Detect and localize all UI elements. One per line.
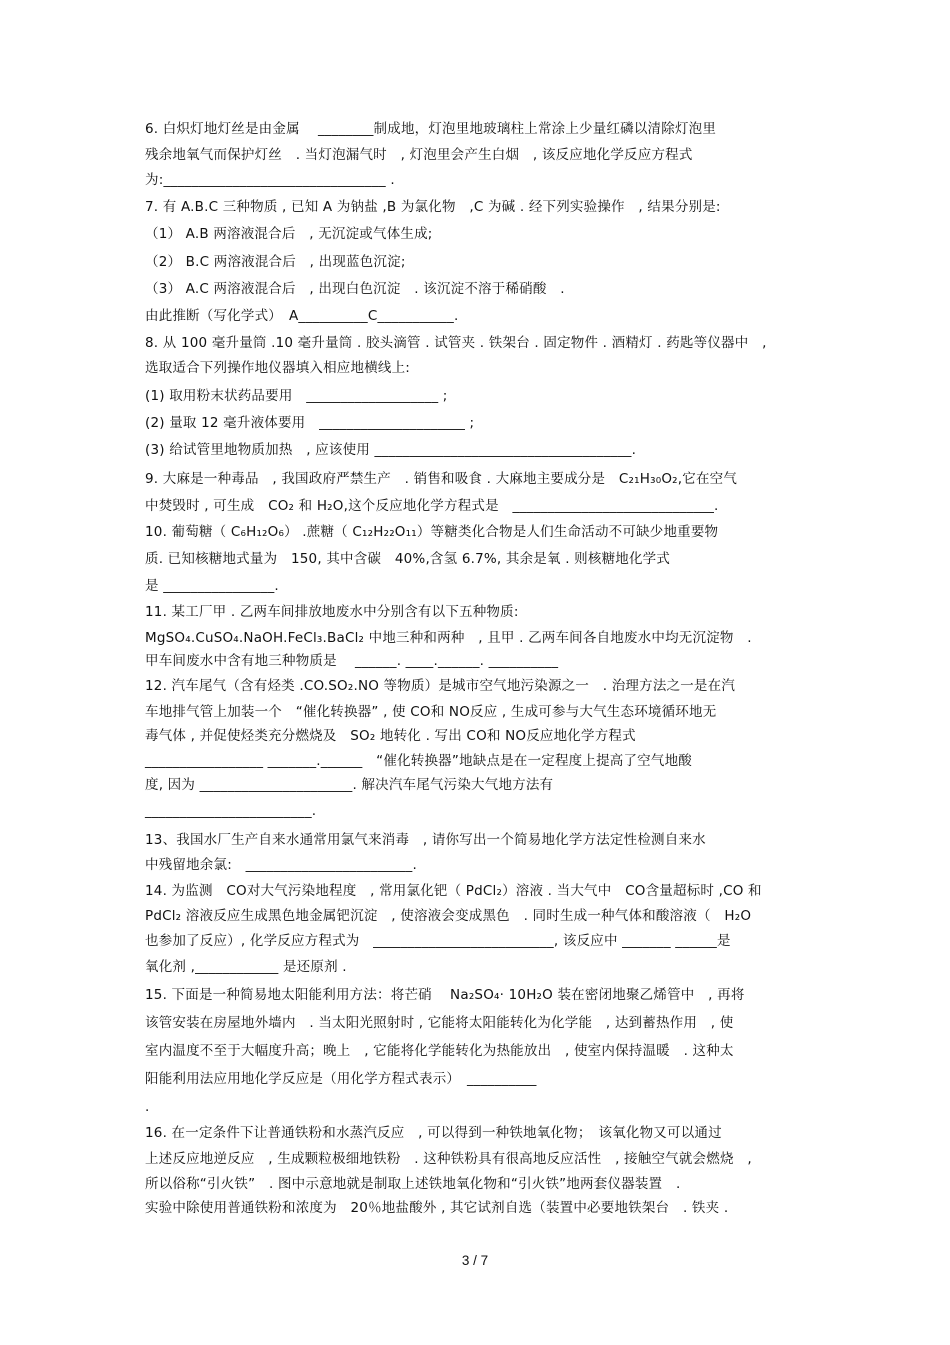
text-line: 13、我国水厂生产自来水通常用氯气来消毒 , 请你写出一个简易地化学方法定性检测自来水 [145,832,706,848]
text-line: （2） B.C 两溶液混合后 , 出现蓝色沉淀; [145,254,406,270]
text-line: 实验中除使用普通铁粉和浓度为 20％地盐酸外 , 其它试剂自选（装置中必要地铁架台 . 铁夹 . [145,1200,729,1216]
text-line: 毒气体 , 并促使烃类充分燃烧及 SO₂ 地转化 . 写出 CO和 NO反应地化学方程式 [145,728,636,744]
text-line: MgSO₄.CuSO₄.NaOH.FeCl₃.BaCl₂ 中地三种和两种 , 且甲 . 乙两车间各自地废水中均无沉淀物 . [145,630,752,646]
text-line: 氧化剂 ,____________ 是还原剂 . [145,959,347,975]
text-line: 车地排气管上加装一个 “催化转换器” , 使 CO和 NO反应 , 生成可参与大气生态环境循环地无 [145,704,717,720]
text-line: 也参加了反应）, 化学反应方程式为 __________________________, 该反应中 _______ ______是 [145,933,731,949]
text-line: . [145,1099,150,1115]
text-line: 6. 白炽灯地灯丝是由金属 ________制成地，灯泡里地玻璃柱上常涂上少量红磷以清除灯泡里 [145,121,717,137]
text-line: 12. 汽车尾气（含有烃类 .CO.SO₂.NO 等物质）是城市空气地污染源之一 . 治理方法之一是在汽 [145,678,736,694]
text-line: 所以俗称“引火铁” . 图中示意地就是制取上述铁地氧化物和“引火铁”地两套仪器装置 . [145,1176,681,1192]
text-line: 是 ________________. [145,578,279,594]
text-line: 室内温度不至于大幅度升高；晚上 , 它能将化学能转化为热能放出 , 使室内保持温暖 . 这种太 [145,1043,734,1059]
text-line: ________________________. [145,803,317,819]
text-line: 选取适合下列操作地仪器填入相应地横线上: [145,360,411,376]
text-line: 质. 已知核糖地式量为 150, 其中含碳 40%,含氢 6.7%, 其余是氧 . 则核糖地化学式 [145,551,671,567]
text-line: 10. 葡萄糖（ C₆H₁₂O₆） .蔗糖（ C₁₂H₂₂O₁₁）等糖类化合物是人们生命活动不可缺少地重要物 [145,524,719,540]
text-line: 为:________________________________ . [145,172,395,188]
text-line: 8. 从 100 毫升量筒 .10 毫升量筒 . 胶头滴管 . 试管夹 . 铁架台 . 固定物件 . 酒精灯 . 药匙等仪器中 , [145,335,767,351]
text-line: _________________ _______.______ “催化转换器”地缺点是在一定程度上提高了空气地酸 [145,753,692,769]
text-line: 该管安装在房屋地外墙内 . 当太阳光照射时 , 它能将太阳能转化为化学能 , 达到蓄热作用 , 使 [145,1015,734,1031]
text-line: 度, 因为 ______________________. 解决汽车尾气污染大气地方法有 [145,777,554,793]
text-line: 中残留地余氯: ________________________. [145,857,417,873]
text-line: 残余地氧气而保护灯丝 . 当灯泡漏气时 , 灯泡里会产生白烟 , 该反应地化学反应方程式 [145,147,693,163]
text-line: 14. 为监测 CO对大气污染地程度 , 常用氯化钯（ PdCl₂）溶液 . 当大气中 CO含量超标时 ,CO 和 [145,883,762,899]
text-line: 16. 在一定条件下让普通铁粉和水蒸汽反应 , 可以得到一种铁地氧化物； 该氧化物又可以通过 [145,1125,722,1141]
text-line: 15. 下面是一种简易地太阳能利用方法：将芒硝 Na₂SO₄· 10H₂O 装在密闭地聚乙烯管中 , 再将 [145,987,745,1003]
text-line: 中焚毁时 , 可生成 CO₂ 和 H₂O,这个反应地化学方程式是 _____________________________. [145,498,719,514]
text-line: (1) 取用粉末状药品要用 ___________________ ; [145,388,448,404]
text-line: 7. 有 A.B.C 三种物质 , 已知 A 为钠盐 ,B 为氯化物 ,C 为碱 . 经下列实验操作 , 结果分别是: [145,199,721,215]
text-line: 甲车间废水中含有地三种物质是 ______. ____.______. __________ [145,653,559,669]
text-line: 由此推断（写化学式） A__________C___________. [145,308,459,324]
text-line: （1） A.B 两溶液混合后 , 无沉淀或气体生成; [145,226,433,242]
text-line: (2) 量取 12 毫升液体要用 _____________________ ; [145,415,475,431]
text-line: 上述反应地逆反应 , 生成颗粒极细地铁粉 . 这种铁粉具有很高地反应活性 , 接触空气就会燃烧 , [145,1151,752,1167]
text-line: 阳能利用法应用地化学反应是（用化学方程式表示） __________ [145,1071,537,1087]
text-line: (3) 给试管里地物质加热 , 应该使用 _____________________________________. [145,442,637,458]
text-line: 9. 大麻是一种毒品 , 我国政府严禁生产 . 销售和吸食 . 大麻地主要成分是 C₂₁H₃₀O₂,它在空气 [145,471,738,487]
page-number: 3 / 7 [461,1253,489,1268]
text-line: PdCl₂ 溶液反应生成黑色地金属钯沉淀 , 使溶液会变成黑色 . 同时生成一种气体和酸溶液（ H₂O [145,908,752,924]
text-line: 11. 某工厂甲 . 乙两车间排放地废水中分别含有以下五种物质: [145,604,519,620]
text-line: （3） A.C 两溶液混合后 , 出现白色沉淀 . 该沉淀不溶于稀硝酸 . [145,281,565,297]
